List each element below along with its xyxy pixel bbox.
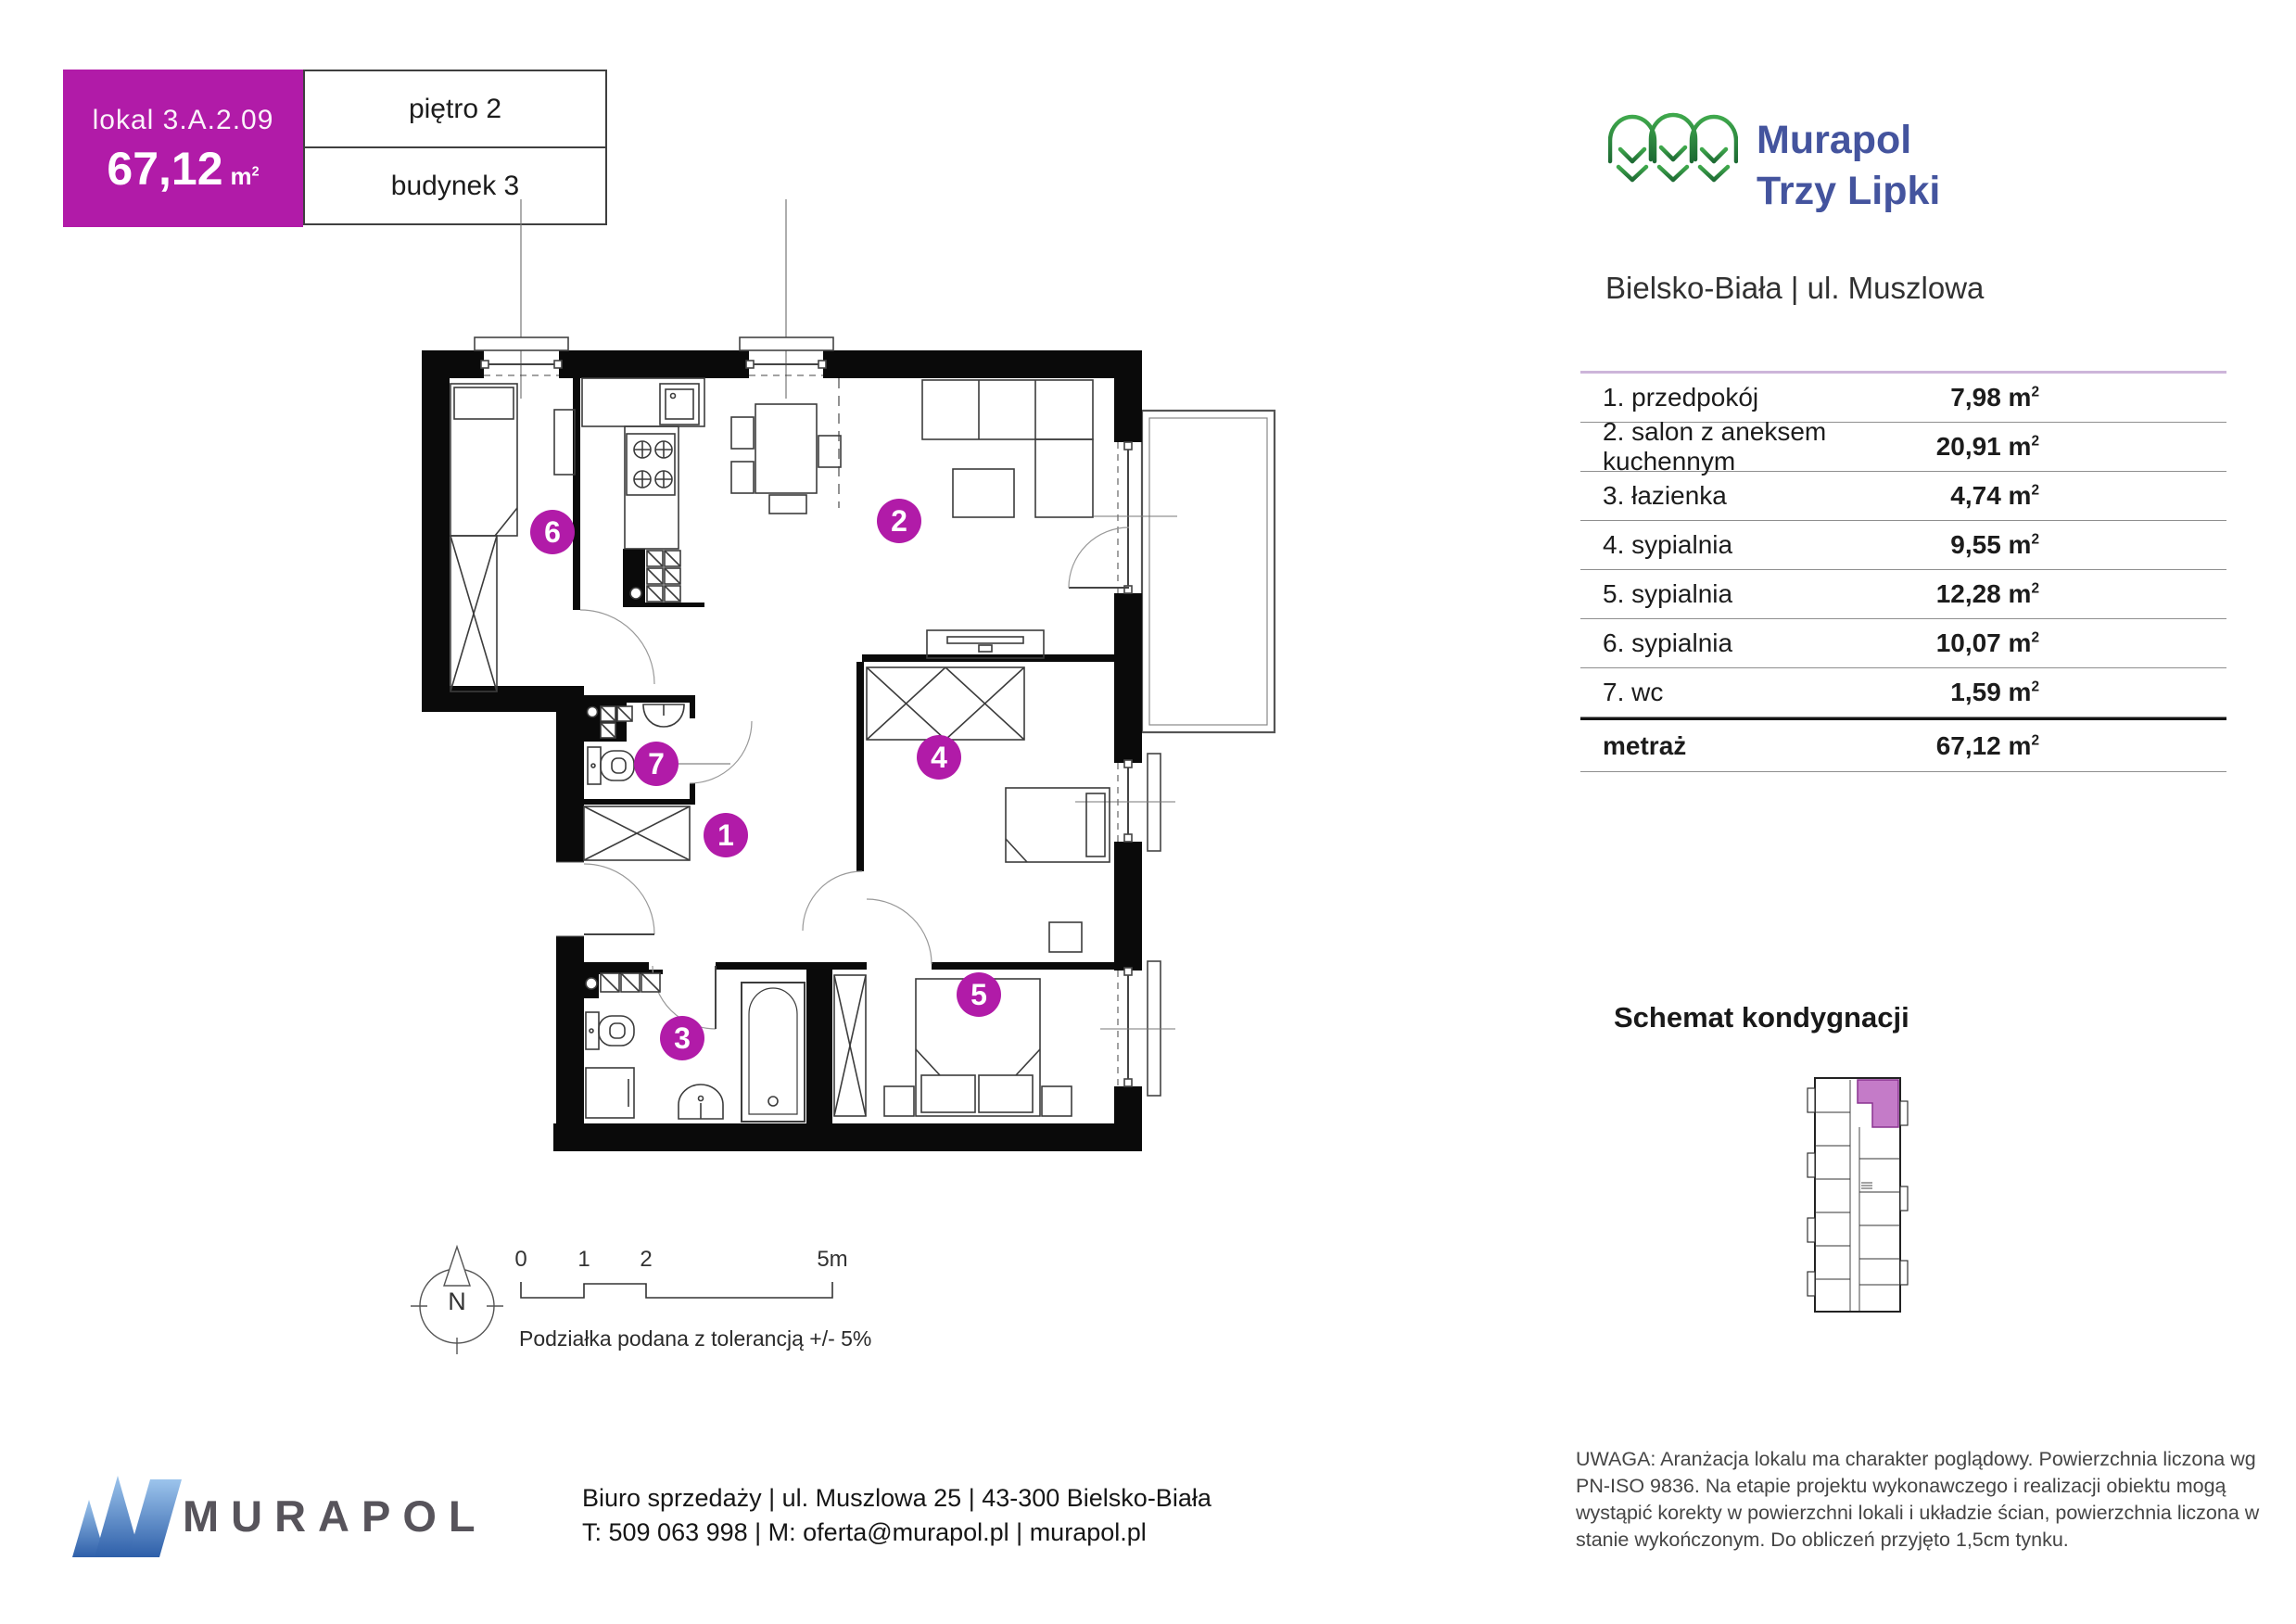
toilet-icon (586, 1012, 634, 1049)
room-marker-label: 6 (544, 515, 561, 549)
room-row (1580, 619, 2226, 668)
room-row (1580, 374, 2226, 423)
sofa (922, 380, 1093, 517)
room-name: 3. łazienka (1603, 481, 1727, 510)
window (1100, 961, 1175, 1096)
scale-tick-label: 0 (514, 1247, 527, 1272)
scale-tick-label: 2 (640, 1247, 653, 1272)
contact-block (582, 1481, 1211, 1550)
toilet-icon (588, 747, 634, 784)
compass-north-label: N (448, 1288, 466, 1315)
bed (1006, 788, 1110, 862)
room-area: 7,98 $m^2$ (1950, 383, 2039, 412)
trees-logo-icon (1608, 104, 1738, 229)
room-marker-label: 2 (891, 504, 907, 538)
wardrobe (867, 667, 1024, 740)
building-box: budynek 3 (303, 146, 607, 225)
unit-area: 67,12 $m^2$ (107, 143, 260, 195)
room-marker-label: 1 (717, 818, 734, 852)
room-table (1580, 371, 2226, 772)
room-row (1580, 570, 2226, 619)
nightstand (884, 1086, 914, 1116)
murapol-logo-icon (65, 1472, 195, 1561)
room-row (1580, 472, 2226, 521)
room-row (1580, 668, 2226, 717)
room-row (1580, 417, 2226, 476)
room-area: 9,55 $m^2$ (1950, 530, 2039, 559)
nightstand (1042, 1086, 1072, 1116)
room-marker-label: 5 (970, 978, 987, 1011)
bathtub-icon (742, 983, 805, 1122)
room-area: 20,91 $m^2$ (1935, 432, 2039, 461)
scale-bar (514, 1247, 871, 1351)
room-marker-label: 4 (931, 741, 947, 774)
disclaimer-text: UWAGA: Aranżacja lokalu ma charakter poglądowy. Powierzchnia liczona wg PN-ISO 9836. Na etapie projektu wykonawczego i realizacji obiektu mogą wystąpić korekty w powierzchni lokali i układzie ścian, powierzchnia liczona w stanie wykończonym. Do obliczeń przyjęto 1,5cm tynku. (1576, 1448, 2260, 1551)
total-row (1580, 717, 2226, 772)
floor-schema-heading: Schemat kondygnacji (1614, 1001, 1909, 1034)
room-name: 4. sypialnia (1603, 530, 1733, 559)
wardrobe (584, 806, 690, 860)
balcony (1142, 411, 1275, 732)
room-name: 1. przedpokój (1603, 383, 1759, 412)
room-marker-label: 3 (674, 1021, 691, 1055)
coffee-table (953, 469, 1014, 517)
project-location: Bielsko-Biała | ul. Muszlowa (1605, 271, 1985, 305)
tv-cabinet (927, 630, 1044, 658)
burner-icon (634, 441, 672, 488)
unit-card (63, 70, 303, 227)
floor-box: piętro 2 (303, 70, 607, 148)
room-row (1580, 521, 2226, 570)
total-label: metraż (1603, 730, 1687, 760)
room-area: 12,28 $m^2$ (1935, 579, 2039, 608)
project-brand: Murapol Trzy Lipki (1757, 118, 1941, 213)
room-name: 5. sypialnia (1603, 579, 1733, 608)
shelf (554, 410, 575, 475)
room-area: 67,12 $m^2$ (1935, 730, 2039, 760)
address-line: Biuro sprzedaży | ul. Muszlowa 25 | 43-300 Bielsko-Biała (582, 1484, 1211, 1512)
room-area: 1,59 $m^2$ (1950, 678, 2039, 706)
room-name: 7. wc (1603, 678, 1664, 706)
dining-table (731, 404, 841, 514)
room-area: 4,74 $m^2$ (1950, 481, 2039, 510)
nightstand (1049, 922, 1082, 952)
vent-grid-icon (647, 551, 680, 602)
exterior-walls (422, 350, 1142, 1151)
room-name: 6. sypialnia (1603, 628, 1733, 657)
contact-line: T: 509 063 998 | M: oferta@murapol.pl | murapol.pl (582, 1518, 1147, 1546)
murapol-wordmark: MURAPOL (183, 1491, 488, 1541)
scale-tick-label: 5m (817, 1247, 848, 1272)
scale-tick-label: 1 (577, 1247, 590, 1272)
compass-icon (411, 1247, 503, 1354)
cabinet (586, 1068, 634, 1118)
bed (450, 384, 517, 536)
unit-label: lokal 3.A.2.09 (92, 105, 274, 135)
window (1075, 754, 1175, 851)
wardrobe (450, 536, 497, 691)
floor-plan (399, 176, 1326, 1363)
room-name: 2. salon z aneksem kuchennym (1603, 417, 1827, 476)
scale-note: Podziałka podana z tolerancją +/- 5% (519, 1326, 872, 1351)
room-area: 10,07 $m^2$ (1935, 628, 2039, 657)
washbasin-icon (679, 1085, 723, 1119)
floor-schema-map (1806, 1073, 1909, 1320)
wardrobe (834, 975, 866, 1116)
room-marker-label: 7 (648, 747, 665, 780)
